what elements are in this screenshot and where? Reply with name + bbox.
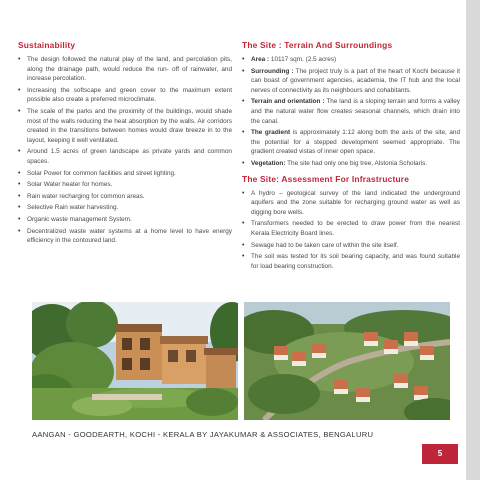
item-label: Area : — [251, 56, 270, 63]
list-item: • Sewage had to be taken care of within the site itself. — [242, 241, 399, 249]
sustainability-list — [18, 55, 232, 246]
list-item: • Vegetation: The site had only one big tree, Alstonia Scholaris. — [242, 159, 428, 167]
left-column — [18, 40, 232, 248]
bullet-icon: • — [18, 107, 21, 115]
infrastructure-list — [242, 189, 460, 272]
list-item: • Around 1.5 acres of green landscape as private yards and common spaces. — [18, 148, 232, 165]
page-number: 5 — [422, 444, 458, 464]
bullet-icon: • — [242, 189, 245, 197]
list-item: • Rain water recharging for common areas. — [18, 192, 145, 200]
bullet-icon: • — [242, 253, 245, 261]
list-item: • The design followed the natural play of the land, and percolation pits, along the drainage path, would reduce the run- off of rainwater, and increase percolation. — [18, 56, 232, 83]
bullet-icon: • — [18, 181, 21, 189]
list-item: • Organic waste management System. — [18, 215, 132, 223]
bullet-icon: • — [242, 220, 245, 228]
bullet-icon: • — [18, 215, 21, 223]
bullet-icon: • — [18, 86, 21, 94]
right-column — [242, 40, 460, 273]
item-label: Vegetation: — [251, 159, 286, 167]
bullet-icon: • — [242, 241, 245, 249]
bullet-icon: • — [242, 159, 245, 167]
right-margin-bar — [466, 0, 480, 480]
housing-photo-left — [32, 302, 238, 420]
item-label: Terrain and orientation : — [251, 98, 325, 106]
bullet-icon: • — [18, 192, 21, 200]
housing-illustration-left — [32, 302, 238, 420]
bullet-icon: • — [242, 56, 245, 63]
list-item: • The soil was tested for its soil bearing capacity, and was found suitable for load bearing construction. — [242, 253, 460, 270]
list-item: • The gradient is approximately 1:12 along both the axis of the site, and the potential for a stepped development seemed appropriate. The gradient created vistas of inner open space. — [242, 129, 460, 156]
housing-photo-right — [244, 302, 450, 420]
terrain-heading: The Site : Terrain And Surroundings — [242, 40, 393, 50]
terrain-list — [242, 55, 460, 169]
list-item: • Terrain and orientation : The land is a sloping terrain and forms a valley and the natural water flow creates seasonal channels, which drain into the canal. — [242, 98, 460, 125]
bullet-icon: • — [242, 129, 245, 137]
list-item: • Area : 10117 sqm. (2.5 acres) — [242, 56, 337, 63]
list-item: • Increasing the softscape and green cover to the maximum extent possible also create a preferred microclimate. — [18, 86, 232, 104]
bullet-icon: • — [242, 98, 245, 106]
bullet-icon: • — [18, 56, 21, 63]
bullet-icon: • — [18, 148, 21, 156]
list-item: • Surrounding : The project truly is a part of the heart of Kochi because it can boast of government agencies, academia, the IT hub and the local nerves of connectivity as its neighbours and cohabitants. — [242, 67, 460, 94]
list-item: • Solar Power for common facilities and street lighting. — [18, 169, 176, 177]
bullet-icon: • — [242, 67, 245, 75]
bullet-icon: • — [18, 204, 21, 212]
list-item: • Selective Rain water harvesting. — [18, 204, 119, 212]
infrastructure-heading: The Site: Assessment For Infrastructure — [242, 173, 410, 184]
bullet-icon: • — [18, 169, 21, 177]
housing-illustration-right — [244, 302, 450, 420]
sustainability-heading: Sustainability — [18, 40, 76, 50]
list-item: • The scale of the parks and the proximity of the buildings, would shade most of the walls reducing the heat absorption by the walls. Air corridors created in the transitions between homes would draw breeze in to the layout, keeping it well ventilated. — [18, 107, 232, 144]
project-caption: AANGAN - GOODEARTH, KOCHI - KERALA BY JAYAKUMAR & ASSOCIATES, BENGALURU — [32, 430, 374, 439]
item-label: The gradient — [251, 129, 291, 137]
item-label: Surrounding : — [251, 67, 294, 75]
list-item: • Decentralized waste water systems at a home level to have energy efficiency in the contoured land. — [18, 227, 232, 245]
list-item: • Transformers needed to be erected to draw power from the nearest Kerala Electricity Board lines. — [242, 220, 460, 237]
list-item: • A hydro – geological survey of the land indicated the underground aquifers and the zone suitable for recharging ground water as well as digging bore wells. — [242, 189, 460, 216]
bullet-icon: • — [18, 227, 21, 235]
list-item: • Solar Water heater for homes. — [18, 181, 113, 189]
